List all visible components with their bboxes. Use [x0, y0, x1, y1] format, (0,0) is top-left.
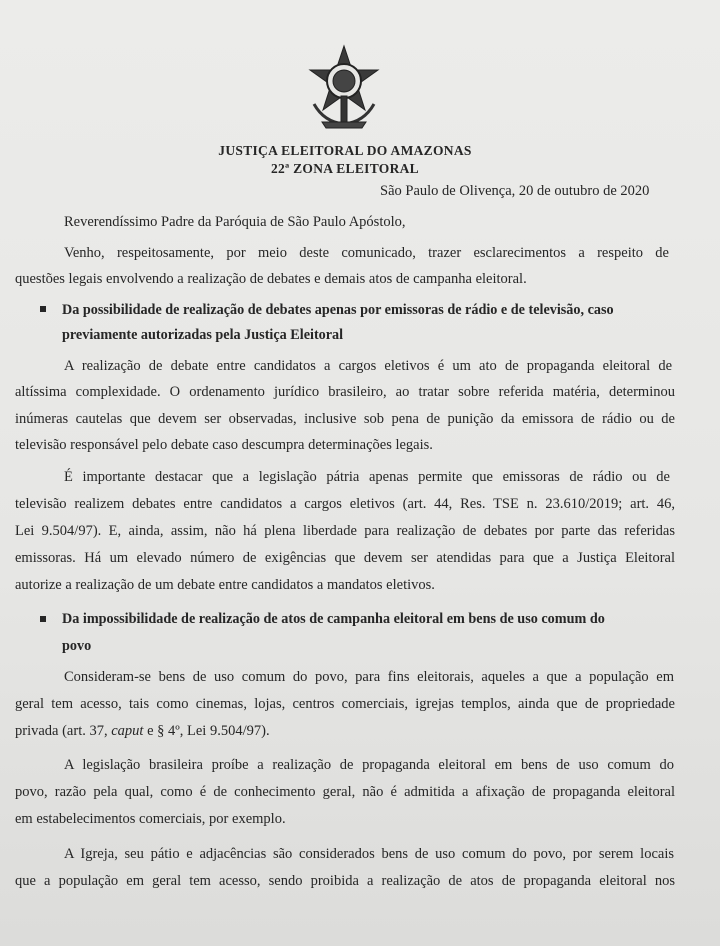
s1p2-line-1: É importante destacar que a legislação pátria apenas permite que emissoras de rádio ou de	[64, 469, 670, 485]
section2-title-line-1: Da impossibilidade de realização de atos de campanha eleitoral em bens de uso comum do	[62, 611, 605, 627]
s2p2-line-3: em estabelecimentos comerciais, por exemplo.	[15, 811, 286, 827]
s1p1-line-4: televisão responsável pelo debate caso descumpra determinações legais.	[15, 437, 433, 453]
s2p1-line-3-start: privada (art. 37,	[15, 723, 112, 739]
s2p3-line-2: que a população em geral tem acesso, sendo proibida a realização de atos de propaganda eleitoral nos	[15, 873, 675, 889]
s2p2-line-1: A legislação brasileira proíbe a realização de propaganda eleitoral em bens de uso comum do	[64, 757, 674, 773]
s2p2-line-2: povo, razão pela qual, como é de conhecimento geral, não é admitida a afixação de propaganda eleitoral	[15, 784, 675, 800]
org-name: JUSTIÇA ELEITORAL DO AMAZONAS	[218, 143, 472, 158]
bullet-icon	[40, 616, 46, 622]
electoral-zone: 22ª ZONA ELEITORAL	[271, 161, 419, 176]
s1p2-line-2: televisão realizem debates entre candidatos a cargos eletivos (art. 44, Res. TSE n. 23.610/2019; art. 46,	[15, 496, 675, 512]
s2p1-line-3	[15, 722, 675, 740]
section1-title-line-1: Da possibilidade de realização de debates apenas por emissoras de rádio e de televisão, caso	[62, 302, 614, 318]
s1p1-line-1: A realização de debate entre candidatos a cargos eletivos é um ato de propaganda eleitoral de	[64, 358, 672, 374]
greeting: Reverendíssimo Padre da Paróquia de São Paulo Apóstolo,	[64, 214, 406, 230]
bullet-icon	[40, 306, 46, 312]
s1p1-line-2: altíssima complexidade. O ordenamento jurídico brasileiro, ao tratar sobre referida matéria, determinou	[15, 384, 675, 400]
intro-line-1: Venho, respeitosamente, por meio deste comunicado, trazer esclarecimentos a respeito de	[64, 245, 669, 261]
s2p1-line-2: geral tem acesso, tais como cinemas, lojas, centros comerciais, igrejas templos, ainda que de propriedade	[15, 696, 675, 712]
section1-title-line-2: previamente autorizadas pela Justiça Eleitoral	[62, 327, 344, 343]
s1p1-line-3: inúmeras cautelas que devem ser observadas, inclusive sob pena de punição da emissora de rádio ou de	[15, 411, 675, 427]
s2p1-line-1: Consideram-se bens de uso comum do povo, para fins eleitorais, aqueles a que a população em	[64, 669, 674, 685]
caput-term: caput	[111, 723, 144, 739]
s1p2-line-5: autorize a realização de um debate entre candidatos a mandatos eletivos.	[15, 577, 435, 593]
s1p2-line-4: emissoras. Há um elevado número de exigências que devem ser atendidas para que a Justiça Eleitoral	[15, 550, 675, 566]
section2-title-line-2: povo	[62, 638, 92, 654]
brazil-coat-of-arms-icon	[304, 44, 384, 130]
s2p3-line-1: A Igreja, seu pátio e adjacências são considerados bens de uso comum do povo, por serem locais	[64, 846, 674, 862]
s2p1-line-3-end: e § 4º, Lei 9.504/97).	[143, 723, 270, 739]
s1p2-line-3: Lei 9.504/97). E, ainda, assim, não há plena liberdade para realização de debates por parte das referidas	[15, 523, 675, 539]
document-date: São Paulo de Olivença, 20 de outubro de 2020	[380, 183, 650, 199]
intro-line-2: questões legais envolvendo a realização de debates e demais atos de campanha eleitoral.	[15, 271, 527, 287]
